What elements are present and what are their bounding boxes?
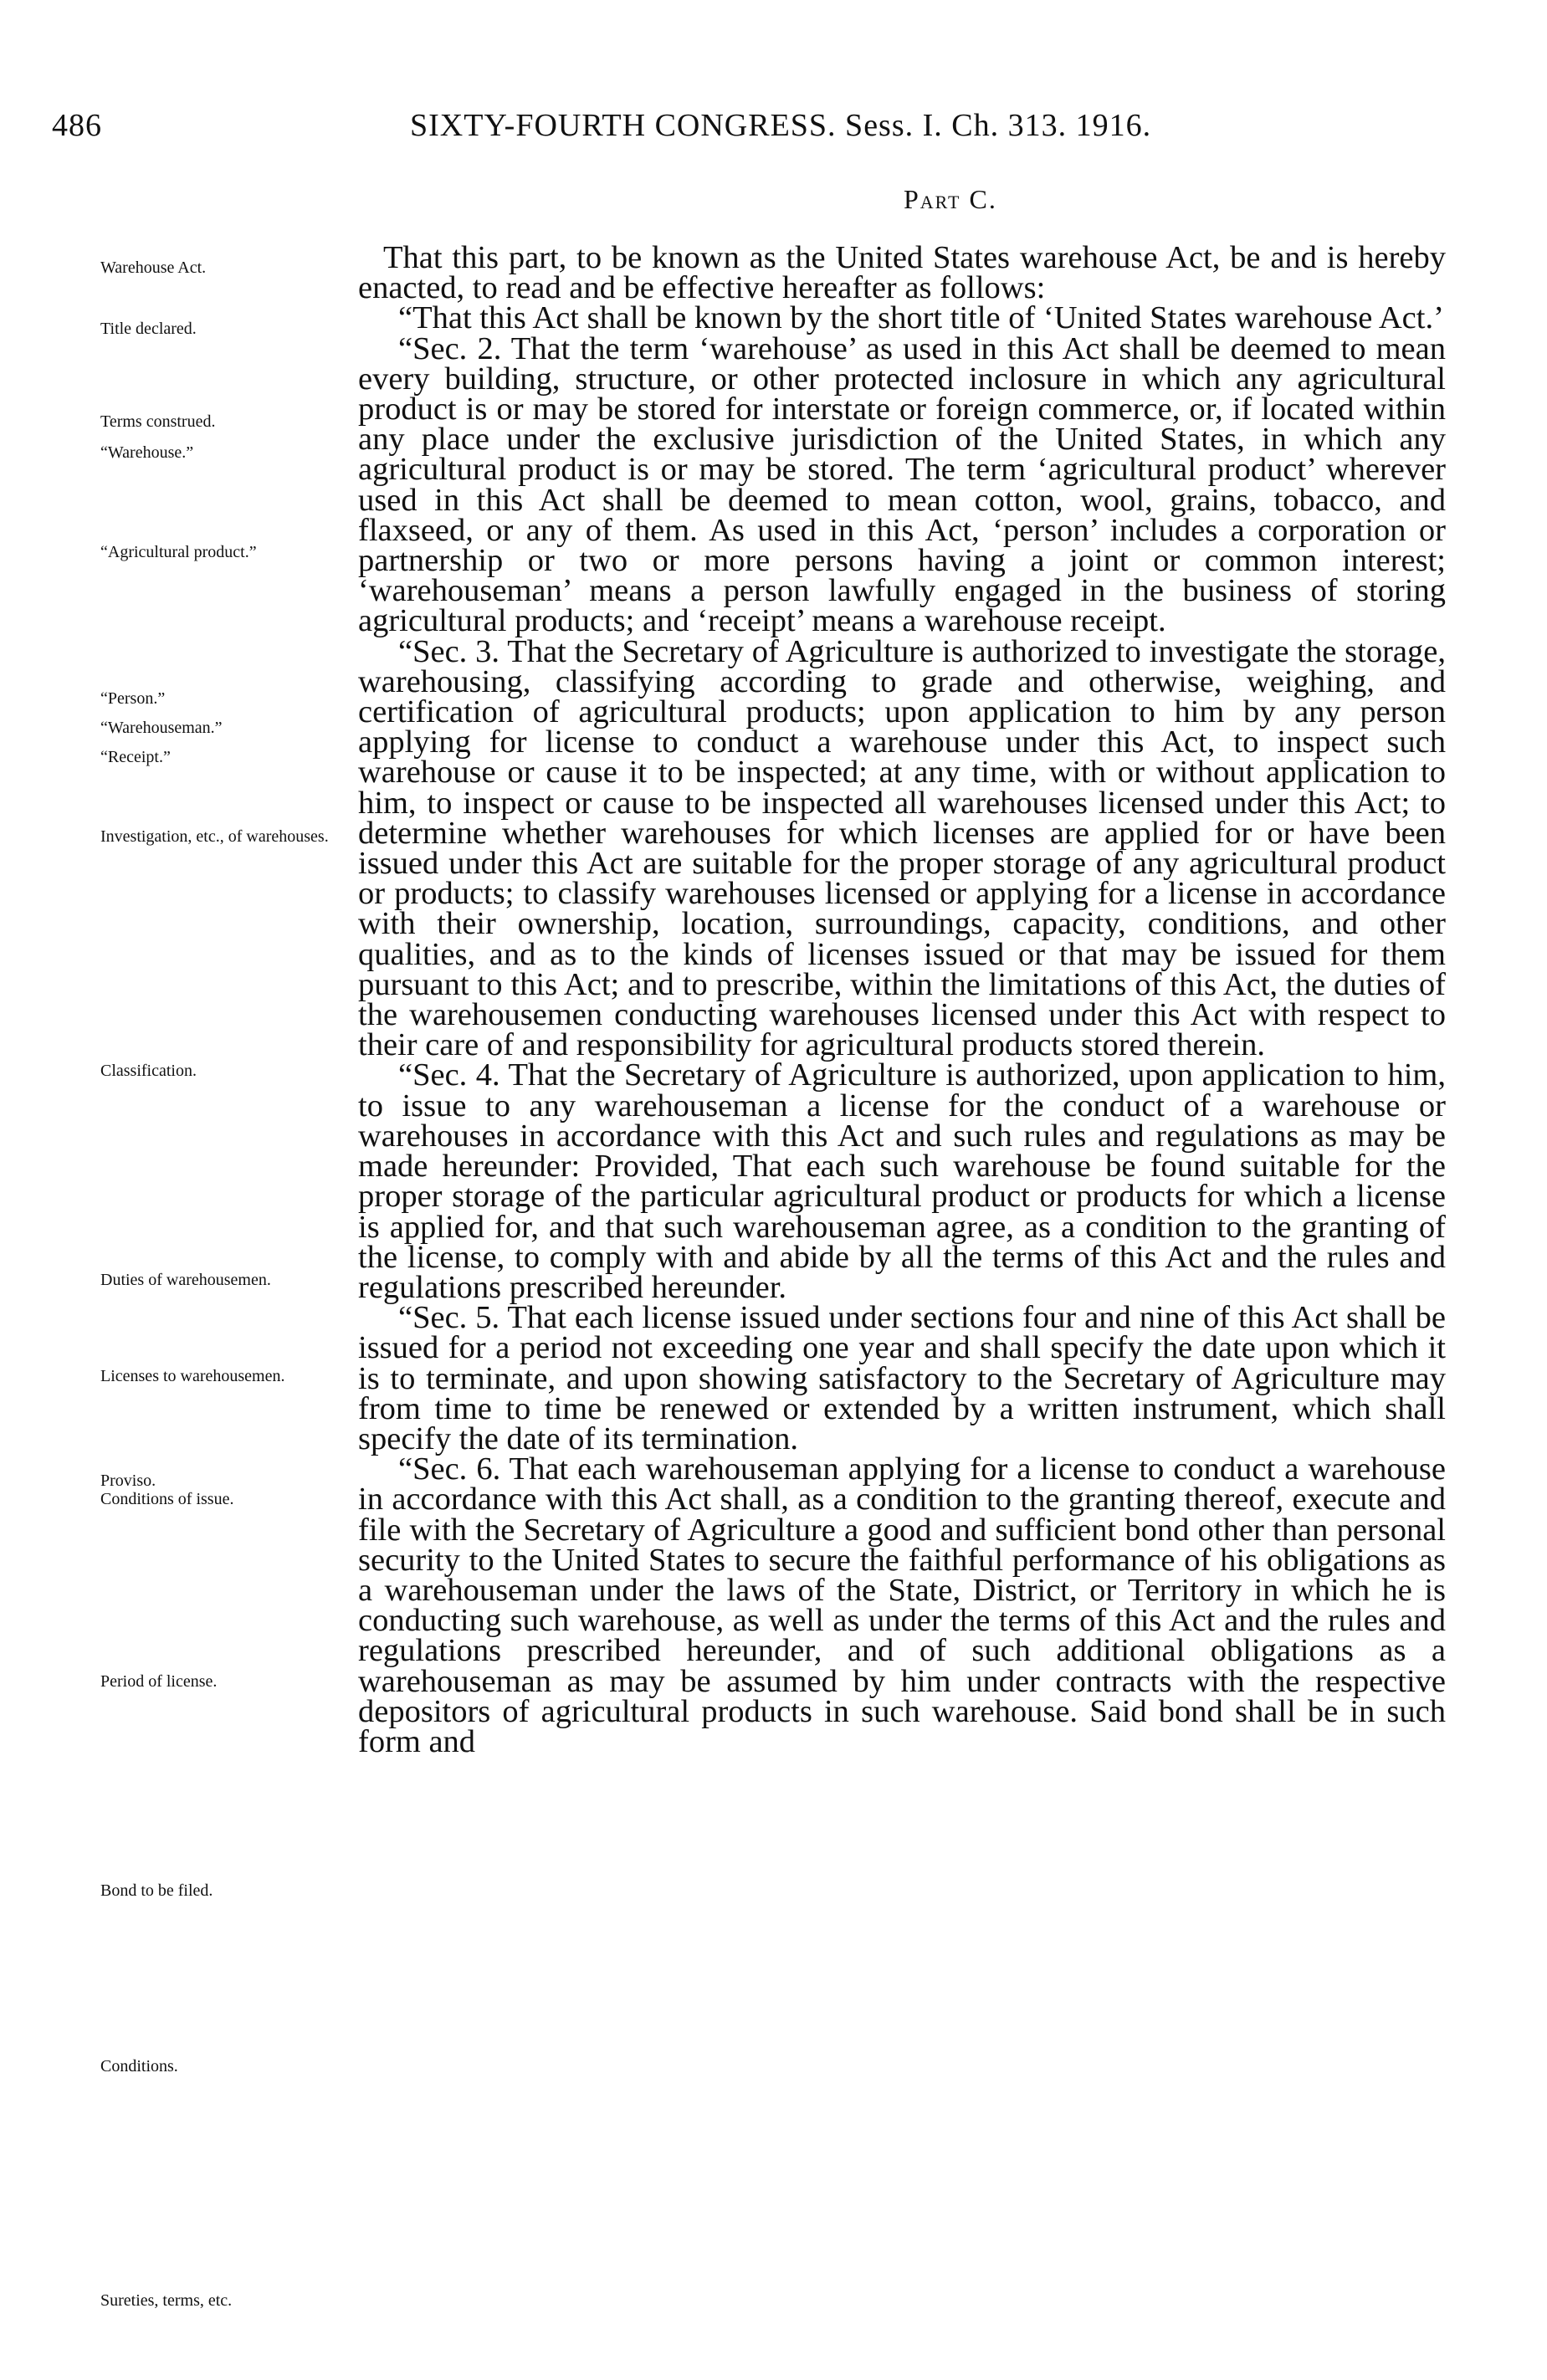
part-heading: Part C. (904, 184, 997, 214)
section-5: “Sec. 5. That each license issued under sections four and nine of this Act shall be issued for a period not exceeding one year and shall specify the date upon which it is to terminate, and upon showing satisfactory to the Secretary of Agriculture may from time to time be renewed or extended by a written instrument, which shall specify the date of its termination. (358, 1300, 1446, 1456)
sidenote: Conditions. (100, 2057, 178, 2075)
sidenote: Investigation, etc., of warehouses. (100, 827, 329, 846)
section-3: “Sec. 3. That the Secretary of Agriculture is authorized to investigate the storage, warehousing, classifying according to grade and otherwise, weighing, and certification of agricultural products; upon application to him by any person applying for license to conduct a warehouse under this Act, to inspect such warehouse or cause it to be inspected; at any time, with or without application to him, to inspect or cause to be inspected all warehouses licensed under this Act; to determine whether warehouses for which licenses are applied for or have been issued under this Act are suitable for the proper storage of any agricultural product or products; to classify warehouses licensed or applying for a license in accordance with their ownership, location, surroundings, capacity, conditions, and other qualities, and as to the kinds of licenses issued or that may be issued for them pursuant to this Act; and to prescribe, within the limitations of this Act, the duties of the warehousemen conducting warehouses licensed under this Act with respect to their care of and responsibility for agricultural products stored therein. (358, 633, 1446, 1063)
section-4: “Sec. 4. That the Secretary of Agriculture is authorized, upon application to him, to issue to any warehouseman a license for the conduct of a warehouse or warehouses in accordance with this Act and such rules and regulations as may be made hereunder: Provided, That each such warehouse be found suitable for the proper storage of the particular agricultural product or products for which a license is applied for, and that such warehouseman agree, as a condition to the granting of the license, to comply with and abide by all the terms of this Act and the rules and regulations prescribed hereunder. (358, 1057, 1446, 1305)
page-header (42, 99, 1456, 157)
sidenote: Period of license. (100, 1672, 218, 1691)
sidenote: Conditions of issue. (100, 1490, 234, 1508)
sidenote: “Receipt.” (100, 748, 171, 766)
statute-text (358, 240, 1446, 1759)
sidenote: Duties of warehousemen. (100, 1271, 271, 1289)
enacting-paragraph: That this part, to be known as the United States warehouse Act, be and is hereby enacted, to read and be effective hereafter as follows: (358, 240, 1446, 306)
sidenote: Bond to be filed. (100, 1881, 213, 1900)
sidenote: “Warehouseman.” (100, 719, 223, 737)
section-1: “That this Act shall be known by the short title of ‘United States warehouse Act.’ (398, 300, 1444, 336)
section-2: “Sec. 2. That the term ‘warehouse’ as used in this Act shall be deemed to mean every building, structure, or other protected inclosure in which any agricultural product is or may be stored for interstate or foreign commerce, or, if located within any place under the exclusive jurisdiction of the United States, in which any agricultural product is or may be stored. The term ‘agricultural product’ wherever used in this Act shall be deemed to mean cotton, wool, grains, tobacco, and flaxseed, or any of them. As used in this Act, ‘person’ includes a corporation or partnership or two or more persons having a joint or common interest; ‘warehouseman’ means a person lawfully engaged in the business of storing agricultural products; and ‘receipt’ means a warehouse receipt. (358, 330, 1446, 639)
sidenote: “Warehouse.” (100, 443, 194, 462)
section-6: “Sec. 6. That each warehouseman applying for a license to conduct a warehouse in accordance with this Act shall, as a condition to the granting thereof, execute and file with the Secretary of Agriculture a good and sufficient bond other than personal security to the United States to secure the faithful performance of his obligations as a warehouseman under the laws of the State, District, or Territory in which he is conducting such warehouse, as well as under the terms of this Act and the rules and regulations prescribed hereunder, and of such additional obligations as a warehouseman as may be assumed by him under contracts with the respective depositors of agricultural products in such warehouse. Said bond shall be in such form and (358, 1451, 1446, 1759)
sidenote: Proviso. (100, 1472, 156, 1490)
sidenote: Licenses to warehousemen. (100, 1367, 285, 1385)
sidenote: Terms construed. (100, 412, 216, 431)
sidenote: “Agricultural product.” (100, 543, 257, 561)
running-title: SIXTY-FOURTH CONGRESS. Sess. I. Ch. 313. 1916. (410, 108, 1152, 143)
sidenote: Warehouse Act. (100, 258, 207, 277)
sidenote: Title declared. (100, 320, 197, 338)
page-number: 486 (52, 108, 102, 143)
sidenote: Classification. (100, 1062, 197, 1080)
sidenote: “Person.” (100, 689, 166, 708)
sidenote: Sureties, terms, etc. (100, 2291, 233, 2310)
